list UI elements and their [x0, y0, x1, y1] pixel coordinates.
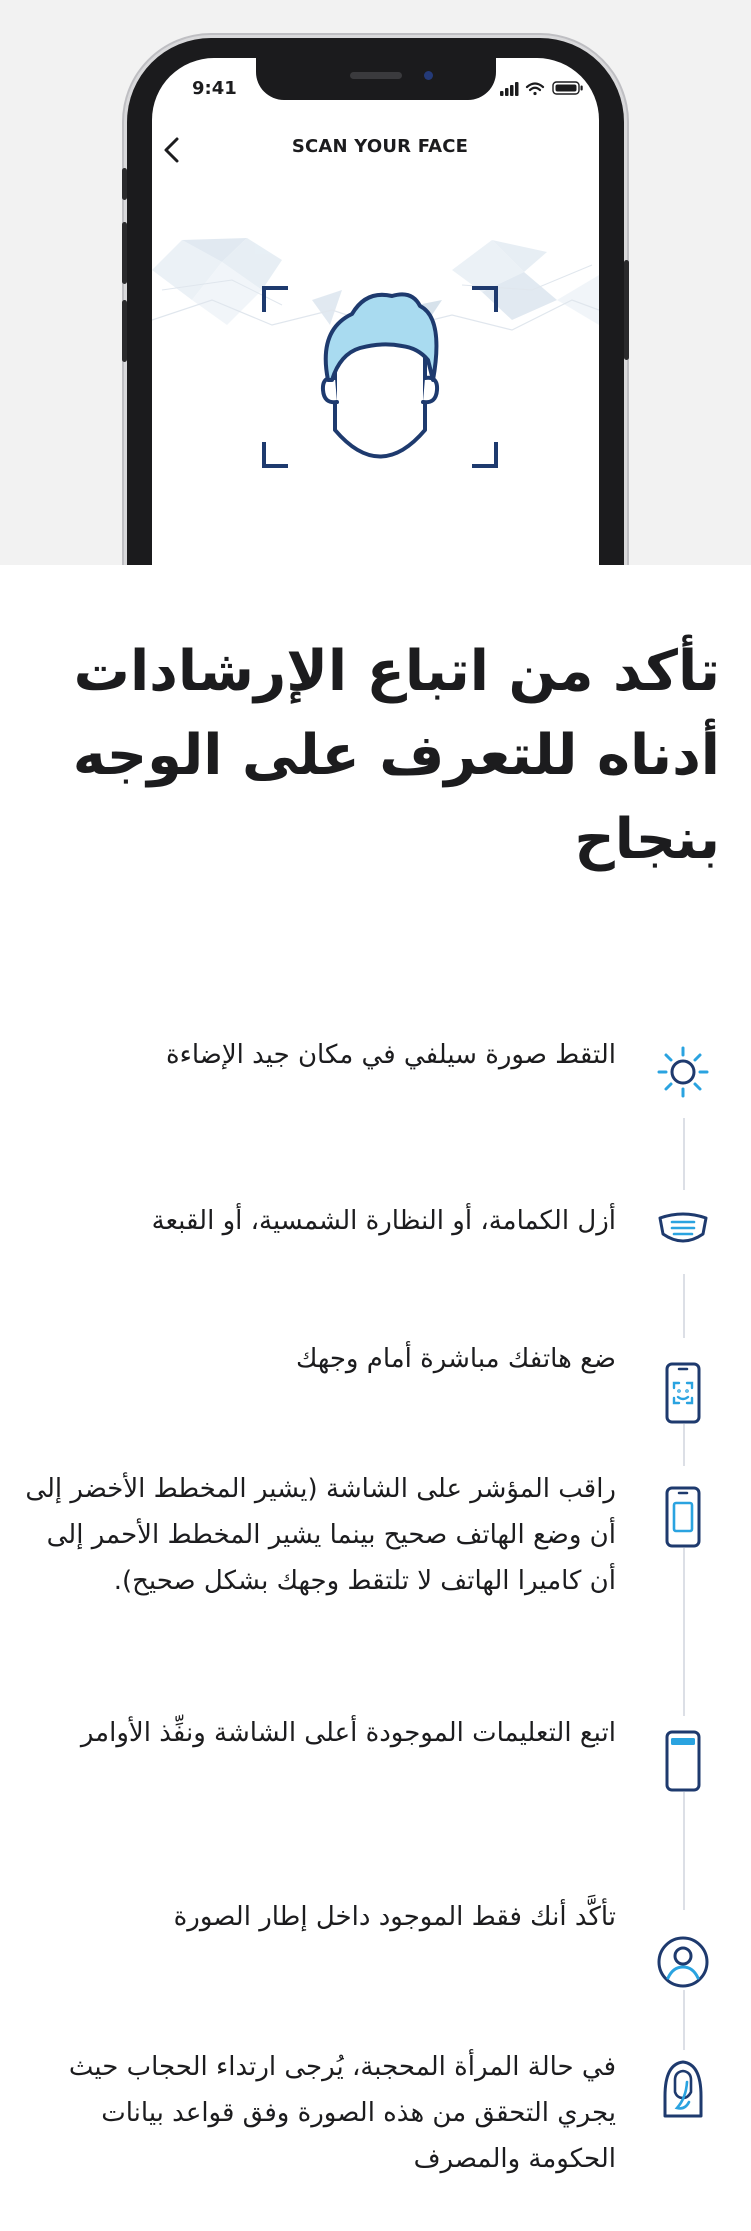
instruction-text: تأكَّد أنك فقط الموجود داخل إطار الصورة [173, 1902, 616, 1932]
phone-face-scan-icon [655, 1362, 711, 1424]
instruction-text: راقب المؤشر على الشاشة (يشير المخطط الأخضر إلى أن وضع الهاتف صحيح بينما يشير المخطط الأحمر إلى أن كاميرا الهاتف لا تلتقط وجهك بشكل صحيح). [25, 1474, 616, 1596]
phone-top-banner-icon [655, 1730, 711, 1792]
timeline-connector [683, 1274, 685, 1338]
hijab-icon [655, 2058, 711, 2120]
instruction-text: في حالة المرأة المحجبة، يُرجى ارتداء الحجاب حيث يجري التحقق من هذه الصورة وفق قواعد بيانات الحكومة والمصرف [68, 2052, 616, 2174]
user-circle-icon [655, 1934, 711, 1990]
timeline-connector [683, 1792, 685, 1910]
timeline-connector [683, 1424, 685, 1466]
instruction-text: اتبع التعليمات الموجودة أعلى الشاشة ونفِّذ الأوامر [80, 1718, 616, 1748]
instruction-text: التقط صورة سيلفي في مكان جيد الإضاءة [165, 1040, 616, 1070]
timeline-connector [683, 1118, 685, 1190]
face-mask-icon [655, 1200, 711, 1256]
status-time: 9:41 [192, 78, 237, 99]
nav-title: SCAN YOUR FACE [291, 136, 469, 157]
page-headline: تأكد من اتباع الإرشادات أدناه للتعرف على الوجه بنجاح [72, 639, 720, 872]
sun-icon [655, 1044, 711, 1100]
timeline-connector [683, 1548, 685, 1716]
instruction-text: أزل الكمامة، أو النظارة الشمسية، أو القبعة [151, 1206, 616, 1236]
phone-frame-icon [655, 1486, 711, 1548]
instruction-text: ضع هاتفك مباشرة أمام وجهك [295, 1344, 616, 1374]
timeline-connector [683, 1990, 685, 2050]
